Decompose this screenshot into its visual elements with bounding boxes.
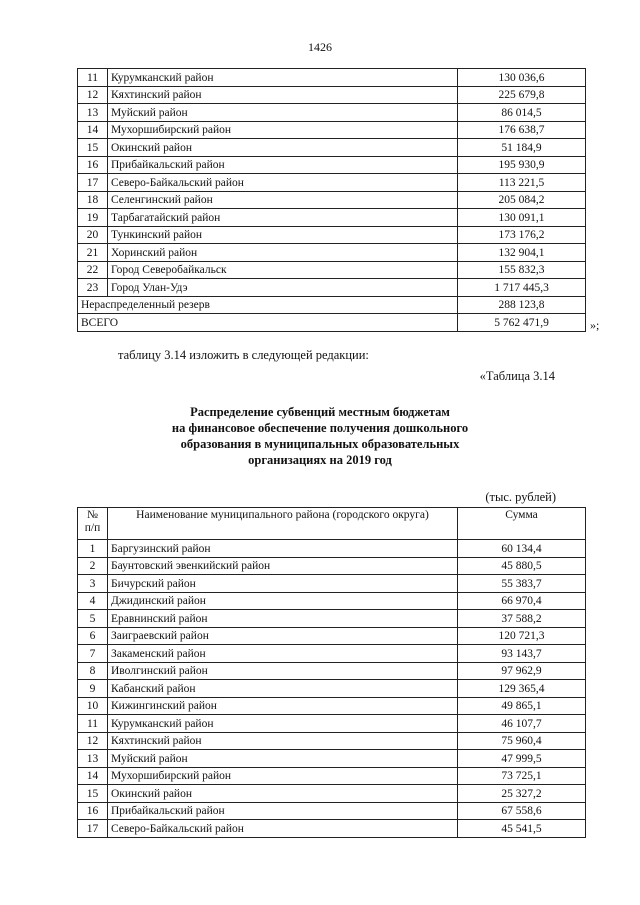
row-number: 17 — [78, 174, 108, 192]
row-name: Курумканский район — [108, 715, 458, 733]
row-amount: 51 184,9 — [458, 139, 586, 157]
row-name: Баунтовский эвенкийский район — [108, 557, 458, 575]
title-line: Распределение субвенций местным бюджетам — [190, 405, 450, 419]
row-name: Город Северобайкальск — [108, 261, 458, 279]
row-number: 19 — [78, 209, 108, 227]
row-amount: 45 541,5 — [458, 820, 586, 838]
row-amount: 173 176,2 — [458, 226, 586, 244]
units-note: (тыс. рублей) — [485, 490, 556, 504]
row-name: Кяхтинский район — [108, 86, 458, 104]
row-amount: 49 865,1 — [458, 697, 586, 715]
row-number: 4 — [78, 592, 108, 610]
table-row — [78, 156, 586, 174]
row-number: 12 — [78, 732, 108, 750]
table-row — [78, 575, 586, 593]
row-name: Заиграевский район — [108, 627, 458, 645]
row-number: 16 — [78, 156, 108, 174]
title-line: на финансовое обеспечение получения дошкольного — [171, 421, 469, 435]
row-amount: 195 930,9 — [458, 156, 586, 174]
row-number: 18 — [78, 191, 108, 209]
table-row — [78, 697, 586, 715]
row-name: Муйский район — [108, 104, 458, 122]
table-body — [78, 69, 586, 297]
title-line: образования в муниципальных образовательных — [180, 437, 460, 451]
row-number: 15 — [78, 139, 108, 157]
row-amount: 130 091,1 — [458, 209, 586, 227]
row-number: 23 — [78, 279, 108, 297]
row-name: Прибайкальский район — [108, 802, 458, 820]
row-amount: 205 084,2 — [458, 191, 586, 209]
row-amount: 1 717 445,3 — [458, 279, 586, 297]
row-name: Город Улан-Удэ — [108, 279, 458, 297]
row-amount: 46 107,7 — [458, 715, 586, 733]
reserve-row — [78, 296, 586, 314]
row-name: Еравнинский район — [108, 610, 458, 628]
row-name: Кяхтинский район — [108, 732, 458, 750]
row-amount: 47 999,5 — [458, 750, 586, 768]
row-number: 3 — [78, 575, 108, 593]
table-row — [78, 244, 586, 262]
table-row — [78, 69, 586, 87]
row-number: 1 — [78, 540, 108, 558]
table-row — [78, 209, 586, 227]
row-name: Окинский район — [108, 139, 458, 157]
row-name: Иволгинский район — [108, 662, 458, 680]
page-number: 1426 — [308, 40, 332, 54]
row-name: Кабанский район — [108, 680, 458, 698]
row-number: 11 — [78, 69, 108, 87]
row-number: 7 — [78, 645, 108, 663]
header-sum: Сумма — [458, 508, 586, 540]
header-name: Наименование муниципального района (городского округа) — [108, 508, 458, 540]
row-number: 2 — [78, 557, 108, 575]
row-amount: 97 962,9 — [458, 662, 586, 680]
table-row — [78, 732, 586, 750]
table-label: «Таблица 3.14 — [479, 369, 555, 383]
row-amount: 132 904,1 — [458, 244, 586, 262]
row-name: Мухоршибирский район — [108, 767, 458, 785]
row-name: Джидинский район — [108, 592, 458, 610]
row-name: Баргузинский район — [108, 540, 458, 558]
row-number: 5 — [78, 610, 108, 628]
row-number: 11 — [78, 715, 108, 733]
table-row — [78, 121, 586, 139]
amendment-instruction: таблицу 3.14 изложить в следующей редакции: — [118, 348, 369, 362]
total-row — [78, 314, 586, 332]
row-name: Хоринский район — [108, 244, 458, 262]
table-row — [78, 540, 586, 558]
row-amount: 113 221,5 — [458, 174, 586, 192]
row-amount: 176 638,7 — [458, 121, 586, 139]
row-amount: 37 588,2 — [458, 610, 586, 628]
row-amount: 75 960,4 — [458, 732, 586, 750]
row-number: 13 — [78, 104, 108, 122]
table-row — [78, 802, 586, 820]
row-number: 16 — [78, 802, 108, 820]
row-number: 14 — [78, 121, 108, 139]
row-name: Бичурский район — [108, 575, 458, 593]
table-row — [78, 645, 586, 663]
row-name: Северо-Байкальский район — [108, 820, 458, 838]
row-number: 15 — [78, 785, 108, 803]
row-name: Тарбагатайский район — [108, 209, 458, 227]
row-number: 10 — [78, 697, 108, 715]
total-amount: 5 762 471,9 — [458, 314, 586, 332]
row-amount: 225 679,8 — [458, 86, 586, 104]
table-row — [78, 86, 586, 104]
row-number: 14 — [78, 767, 108, 785]
table-row — [78, 785, 586, 803]
row-amount: 129 365,4 — [458, 680, 586, 698]
row-number: 21 — [78, 244, 108, 262]
row-number: 6 — [78, 627, 108, 645]
row-number: 8 — [78, 662, 108, 680]
table-row — [78, 680, 586, 698]
row-name: Прибайкальский район — [108, 156, 458, 174]
table-row — [78, 261, 586, 279]
allocation-table-continued — [77, 68, 586, 332]
table-row — [78, 610, 586, 628]
table-row — [78, 279, 586, 297]
table-row — [78, 557, 586, 575]
table-row — [78, 191, 586, 209]
row-amount: 55 383,7 — [458, 575, 586, 593]
table-row — [78, 715, 586, 733]
reserve-amount: 288 123,8 — [458, 296, 586, 314]
row-number: 20 — [78, 226, 108, 244]
row-amount: 67 558,6 — [458, 802, 586, 820]
row-number: 17 — [78, 820, 108, 838]
table-body — [78, 540, 586, 838]
table-row — [78, 592, 586, 610]
table-row — [78, 174, 586, 192]
row-amount: 120 721,3 — [458, 627, 586, 645]
row-name: Мухоршибирский район — [108, 121, 458, 139]
table-row — [78, 627, 586, 645]
row-number: 12 — [78, 86, 108, 104]
table-row — [78, 767, 586, 785]
row-amount: 66 970,4 — [458, 592, 586, 610]
table-row — [78, 820, 586, 838]
row-amount: 93 143,7 — [458, 645, 586, 663]
row-amount: 60 134,4 — [458, 540, 586, 558]
subvention-table — [77, 507, 586, 838]
row-number: 9 — [78, 680, 108, 698]
row-name: Окинский район — [108, 785, 458, 803]
table-row — [78, 226, 586, 244]
table-row — [78, 750, 586, 768]
row-amount: 155 832,3 — [458, 261, 586, 279]
row-number: 13 — [78, 750, 108, 768]
row-amount: 73 725,1 — [458, 767, 586, 785]
row-name: Тункинский район — [108, 226, 458, 244]
title-line: организациях на 2019 год — [248, 453, 392, 467]
table-header-row — [78, 508, 586, 540]
closing-quote: »; — [590, 318, 600, 332]
row-name: Муйский район — [108, 750, 458, 768]
row-name: Кижингинский район — [108, 697, 458, 715]
row-number: 22 — [78, 261, 108, 279]
row-name: Селенгинский район — [108, 191, 458, 209]
reserve-label: Нераспределенный резерв — [78, 296, 458, 314]
table-row — [78, 139, 586, 157]
row-name: Курумканский район — [108, 69, 458, 87]
table-footer — [78, 296, 586, 331]
table-title — [0, 404, 640, 468]
table-row — [78, 104, 586, 122]
total-label: ВСЕГО — [78, 314, 458, 332]
row-amount: 86 014,5 — [458, 104, 586, 122]
row-amount: 45 880,5 — [458, 557, 586, 575]
table-row — [78, 662, 586, 680]
row-amount: 130 036,6 — [458, 69, 586, 87]
row-amount: 25 327,2 — [458, 785, 586, 803]
row-name: Северо-Байкальский район — [108, 174, 458, 192]
row-name: Закаменский район — [108, 645, 458, 663]
header-number: № п/п — [78, 508, 108, 540]
